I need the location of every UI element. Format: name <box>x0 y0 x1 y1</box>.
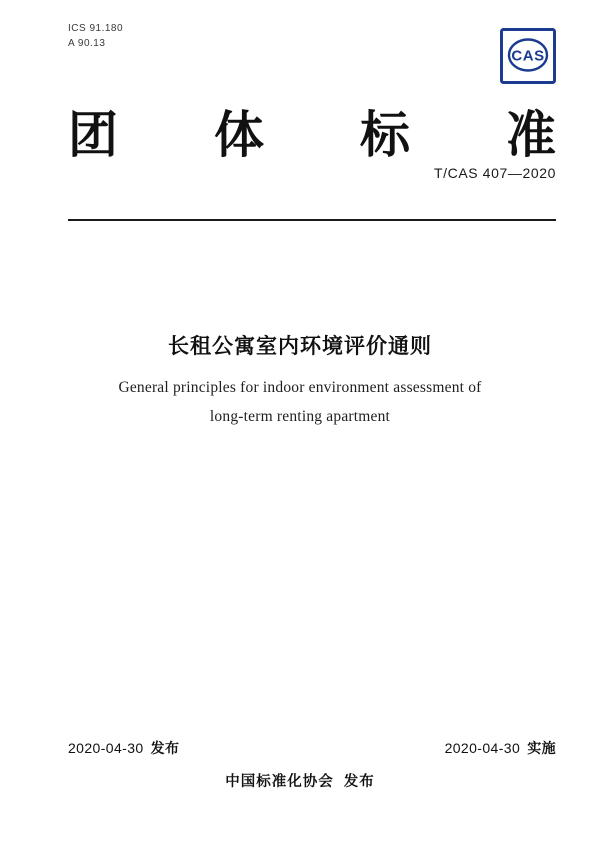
ics-classification <box>68 22 123 51</box>
document-title-chinese: 长租公寓室内环境评价通则 <box>168 334 432 358</box>
implementation-date <box>445 738 556 758</box>
document-title-english-line-2: long-term renting apartment <box>209 407 391 425</box>
publisher <box>0 770 600 791</box>
implementation-date-label: 实施 <box>527 742 556 757</box>
implementation-date-value: 2020-04-30 <box>444 740 521 756</box>
publisher-name: 中国标准化协会 <box>225 774 334 790</box>
title-char-4: 准 <box>506 107 556 163</box>
title-char-3: 标 <box>360 107 410 163</box>
page-title <box>68 95 556 167</box>
issue-date-label: 发布 <box>150 742 180 757</box>
document-title-english-line-1: General principles for indoor environment assessment of <box>118 379 482 396</box>
issue-date <box>68 738 179 758</box>
ccs-code-line: A 90.13 <box>68 37 106 49</box>
svg-text:CAS: CAS <box>511 47 545 65</box>
issue-date-value: 2020-04-30 <box>68 740 144 756</box>
document-title-english <box>80 374 520 431</box>
title-char-1: 团 <box>68 107 118 163</box>
cas-logo <box>500 28 556 84</box>
standard-number: T/CAS 407—2020 <box>433 165 556 181</box>
publisher-verb: 发布 <box>343 774 375 790</box>
title-char-2: 体 <box>214 107 264 163</box>
dates-row <box>68 738 556 758</box>
ics-code-line: ICS 91.180 <box>68 23 124 34</box>
header-divider <box>68 219 556 221</box>
